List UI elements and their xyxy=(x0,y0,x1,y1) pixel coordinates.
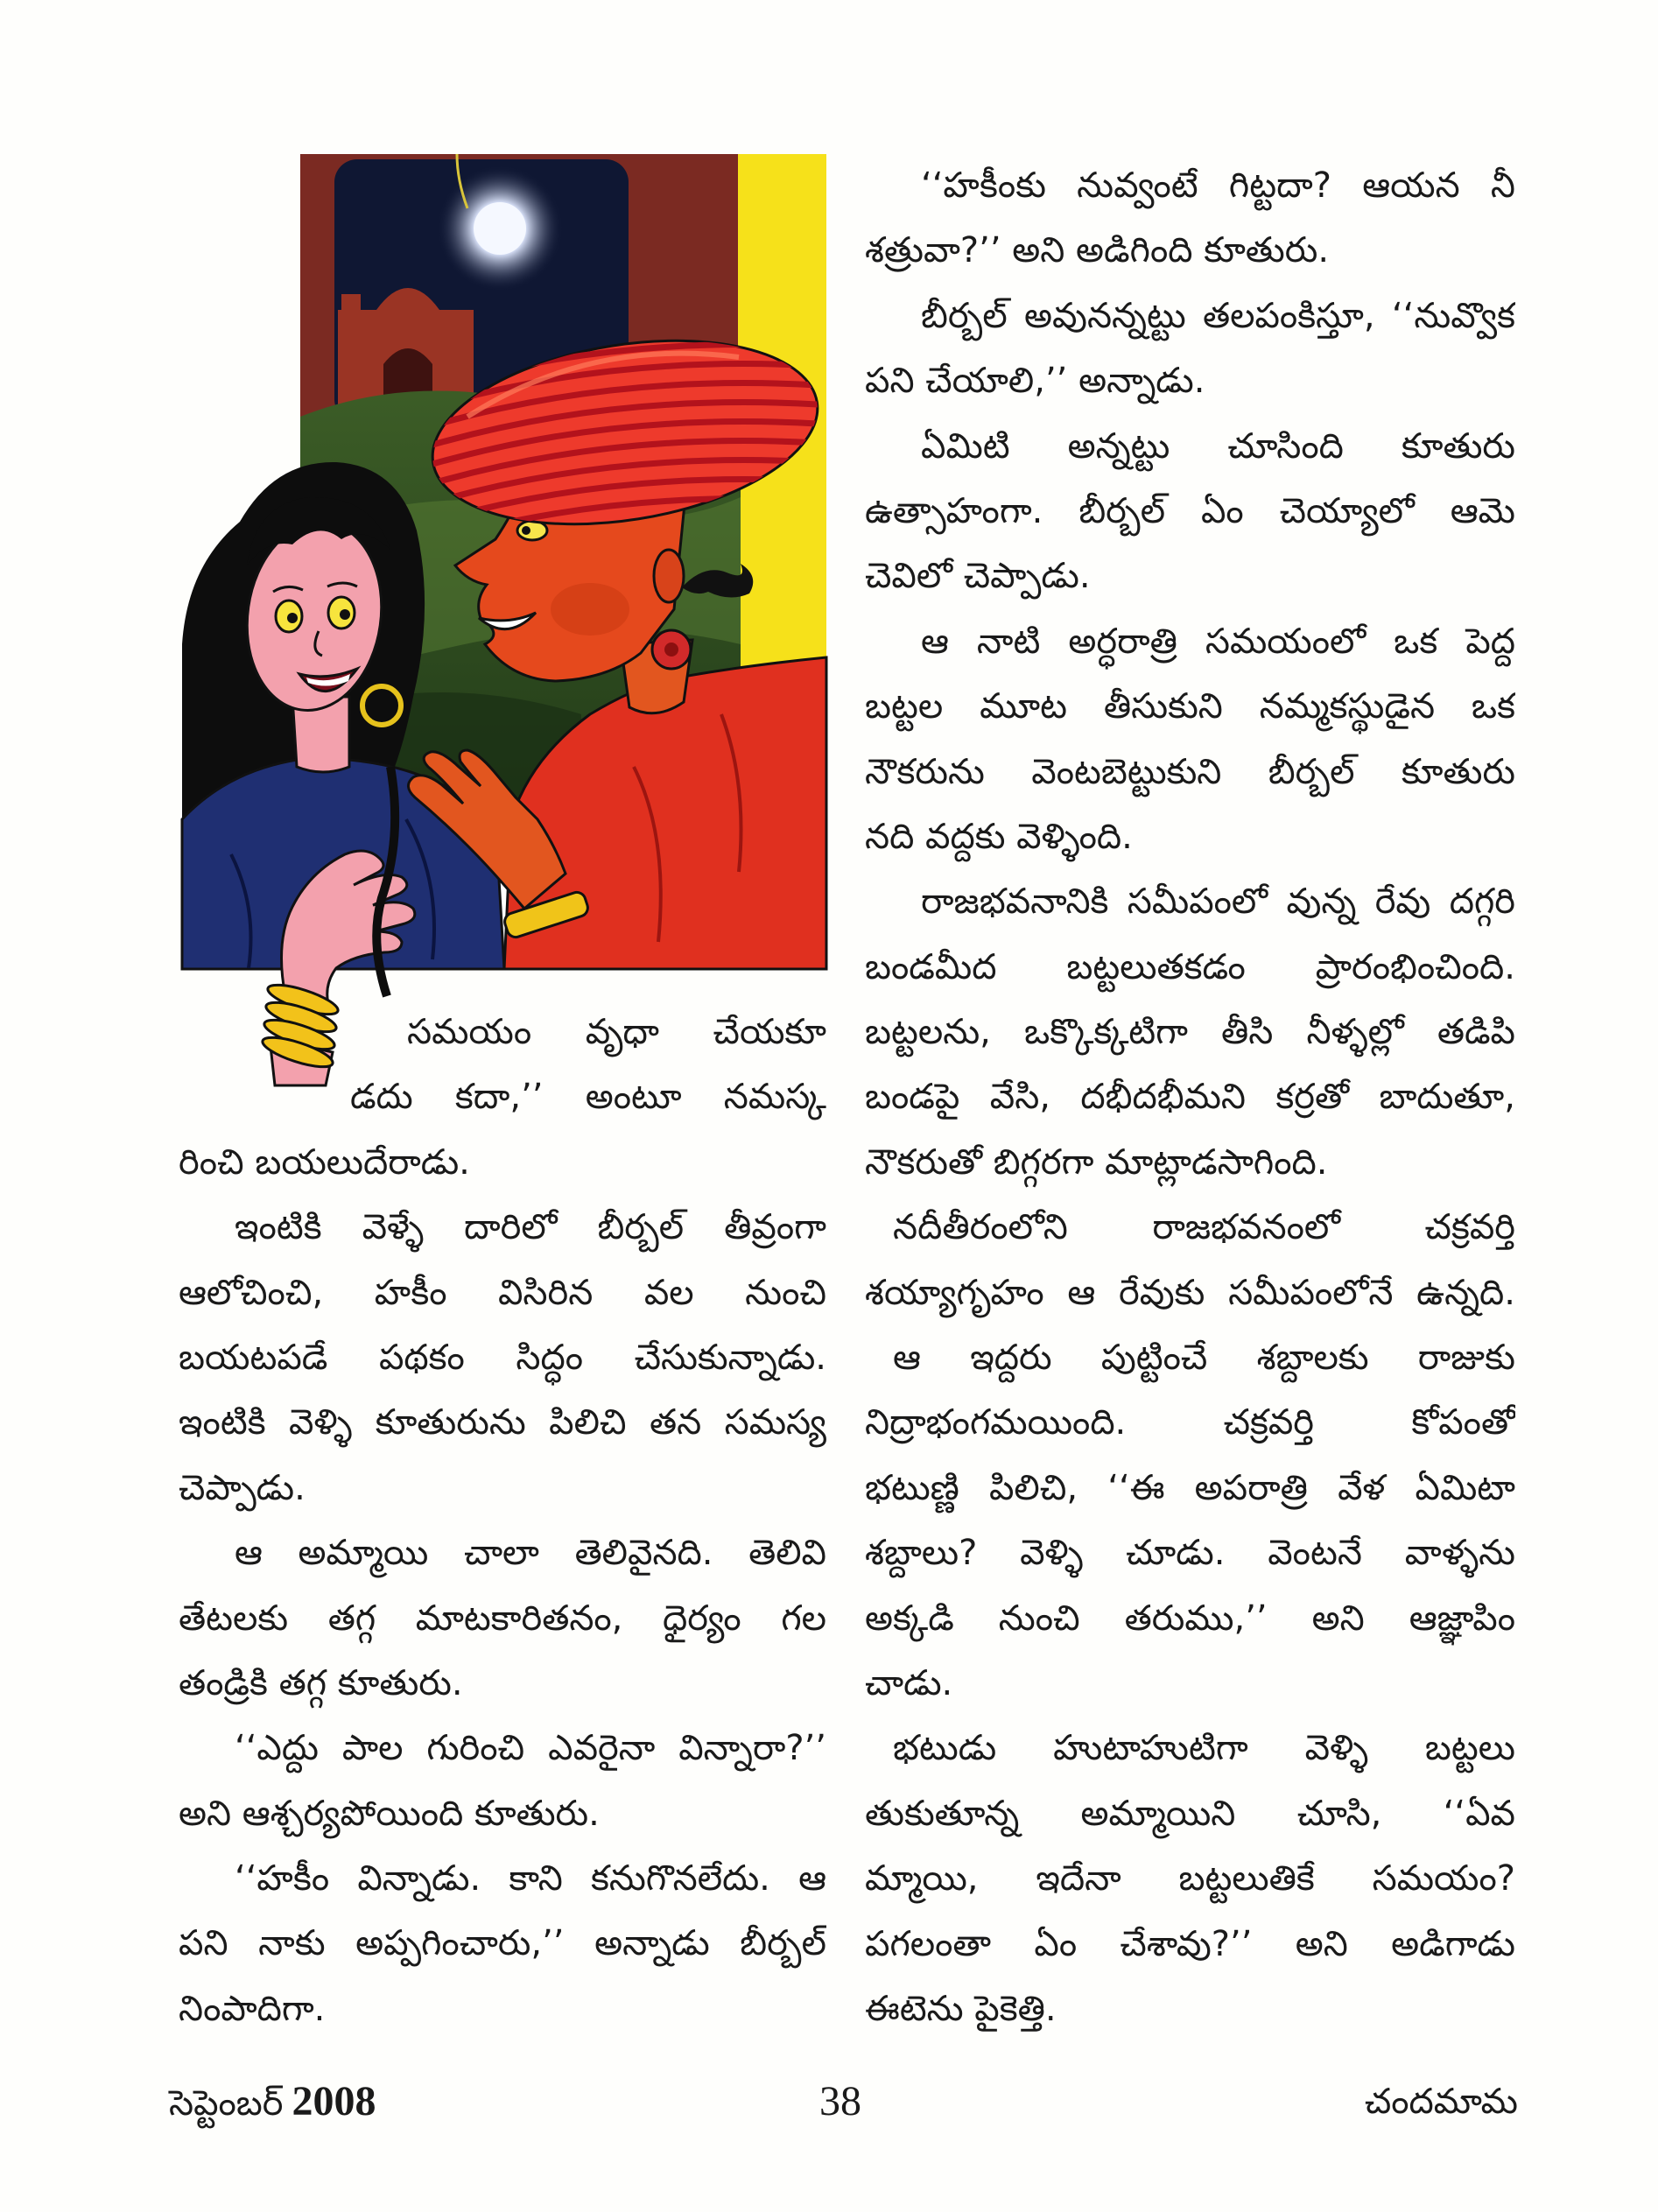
text-line: డదు కదా,’’ అంటూ నమస్క xyxy=(350,1077,826,1118)
text-line: తండ్రికి తగ్గ కూతురు. xyxy=(179,1662,463,1703)
text-line: పని చేయాలి,’’ అన్నాడు. xyxy=(865,361,1205,402)
text-line: సమయం వృధా చేయకూ xyxy=(407,1012,826,1052)
text-line: ఆలోచించి, హకీం విసిరిన వల నుంచి xyxy=(179,1272,826,1313)
text-line: బట్టల మూట తీసుకుని నమ్మకస్థుడైన ఒక xyxy=(865,686,1515,727)
text-line: ఆ నాటి అర్ధరాత్రి సమయంలో ఒక పెద్ద xyxy=(921,621,1515,662)
text-line: నౌకరుతో బిగ్గరగా మాట్లాడసాగింది. xyxy=(865,1141,1328,1183)
issue-month: సెప్టెంబర్ xyxy=(169,2083,284,2124)
text-line: అని ఆశ్చర్యపోయింది కూతురు. xyxy=(179,1793,600,1834)
text-line: ఏమిటి అన్నట్టు చూసింది కూతురు xyxy=(921,425,1515,467)
earring-center xyxy=(664,643,678,657)
text-line: చాడు. xyxy=(865,1662,953,1703)
text-line: ఇంటికి వెళ్ళి కూతురును పిలిచి తన సమస్య xyxy=(179,1402,826,1443)
text-line: ‘‘ఎద్దు పాల గురించి ఎవరైనా విన్నారా?’’ xyxy=(235,1728,826,1769)
right-text-column xyxy=(865,153,1515,2041)
text-line: చెప్పాడు. xyxy=(179,1467,306,1508)
magazine-name: చందమామ xyxy=(1364,2082,1518,2122)
text-line: అక్కడి నుంచి తరుము,’’ అని ఆజ్ఞాపిం xyxy=(865,1598,1515,1639)
text-line: భటుణ్ణి పిలిచి, ‘‘ఈ అపరాత్రి వేళ ఏమిటా xyxy=(865,1467,1515,1508)
text-line: ఆ ఇద్దరు పుట్టించే శబ్దాలకు రాజుకు xyxy=(893,1338,1515,1379)
birbal-pupil xyxy=(522,526,530,535)
text-line: రాజభవనానికి సమీపంలో వున్న రేవు దగ్గరి xyxy=(921,881,1515,923)
text-line: ఉత్సాహంగా. బీర్బల్ ఏం చెయ్యాలో ఆమె xyxy=(865,490,1515,531)
story-illustration xyxy=(179,154,831,1108)
text-line: పని నాకు అప్పగించారు,’’ అన్నాడు బీర్బల్ xyxy=(179,1923,826,1964)
text-line: ఆ అమ్మాయి చాలా తెలివైనది. తెలివి xyxy=(235,1533,826,1574)
text-line: బయటపడే పథకం సిద్ధం చేసుకున్నాడు. xyxy=(179,1337,826,1378)
text-line: తేటలకు తగ్గ మాటకారితనం, ధైర్యం గల xyxy=(179,1598,826,1639)
text-line: శయ్యాగృహం ఆ రేవుకు సమీపంలోనే ఉన్నది. xyxy=(865,1272,1515,1313)
text-line: ఈటెను పైకెత్తి. xyxy=(865,1988,1057,2029)
illustration-canvas xyxy=(179,154,831,1108)
text-line: నది వద్దకు వెళ్ళింది. xyxy=(865,816,1133,857)
text-line: ‘‘హకీం విన్నాడు. కాని కనుగొనలేదు. ఆ xyxy=(235,1858,826,1900)
text-line: నిద్రాభంగమయింది. చక్రవర్తి కోపంతో xyxy=(865,1402,1515,1443)
birbal-cheek-shade xyxy=(551,583,629,636)
text-line: బండపై వేసి, దభీదభీమని కర్రతో బాదుతూ, xyxy=(865,1077,1515,1118)
issue-year: 2008 xyxy=(292,2078,376,2124)
text-line: మ్మాయి, ఇదేనా బట్టలుతికే సమయం? xyxy=(865,1858,1515,1900)
text-line: శబ్దాలు? వెళ్ళి చూడు. వెంటనే వాళ్ళను xyxy=(865,1533,1515,1574)
issue-date xyxy=(169,2075,376,2129)
page-number: 38 xyxy=(819,2078,861,2124)
text-line: తుకుతూన్న అమ్మాయిని చూసి, ‘‘ఏవ xyxy=(865,1793,1515,1834)
text-line: నౌకరును వెంటబెట్టుకుని బీర్బల్ కూతురు xyxy=(865,751,1515,792)
girl-pupil-right xyxy=(340,609,350,620)
text-line: ఇంటికి వెళ్ళే దారిలో బీర్బల్ తీవ్రంగా xyxy=(235,1207,826,1248)
text-line: శత్రువా?’’ అని అడిగింది కూతురు. xyxy=(865,230,1330,271)
text-line: రించి బయలుదేరాడు. xyxy=(179,1141,470,1183)
moon xyxy=(474,202,526,255)
text-line: చెవిలో చెప్పాడు. xyxy=(865,556,1091,597)
text-line: ‘‘హకీంకు నువ్వంటే గిట్టదా? ఆయన నీ xyxy=(921,165,1515,206)
text-line: భటుడు హుటాహుటిగా వెళ్ళి బట్టలు xyxy=(893,1728,1515,1769)
text-line: నింపాదిగా. xyxy=(179,1988,326,2029)
girl-pupil-left xyxy=(287,613,298,623)
text-line: బీర్బల్ అవునన్నట్టు తలపంకిస్తూ, ‘‘నువ్వొక xyxy=(921,295,1515,336)
left-text-column xyxy=(179,1000,826,2041)
text-line: బండమీద బట్టలుతకడం ప్రారంభించింది. xyxy=(865,946,1515,987)
birbal-ear xyxy=(654,550,684,602)
text-line: బట్టలను, ఒక్కొక్కటిగా తీసి నీళ్ళల్లో తడిపి xyxy=(865,1012,1515,1053)
text-line: నదీతీరంలోని రాజభవనంలో చక్రవర్తి xyxy=(893,1207,1515,1248)
text-line: పగలంతా ఏం చేశావు?’’ అని అడిగాడు xyxy=(865,1923,1515,1964)
